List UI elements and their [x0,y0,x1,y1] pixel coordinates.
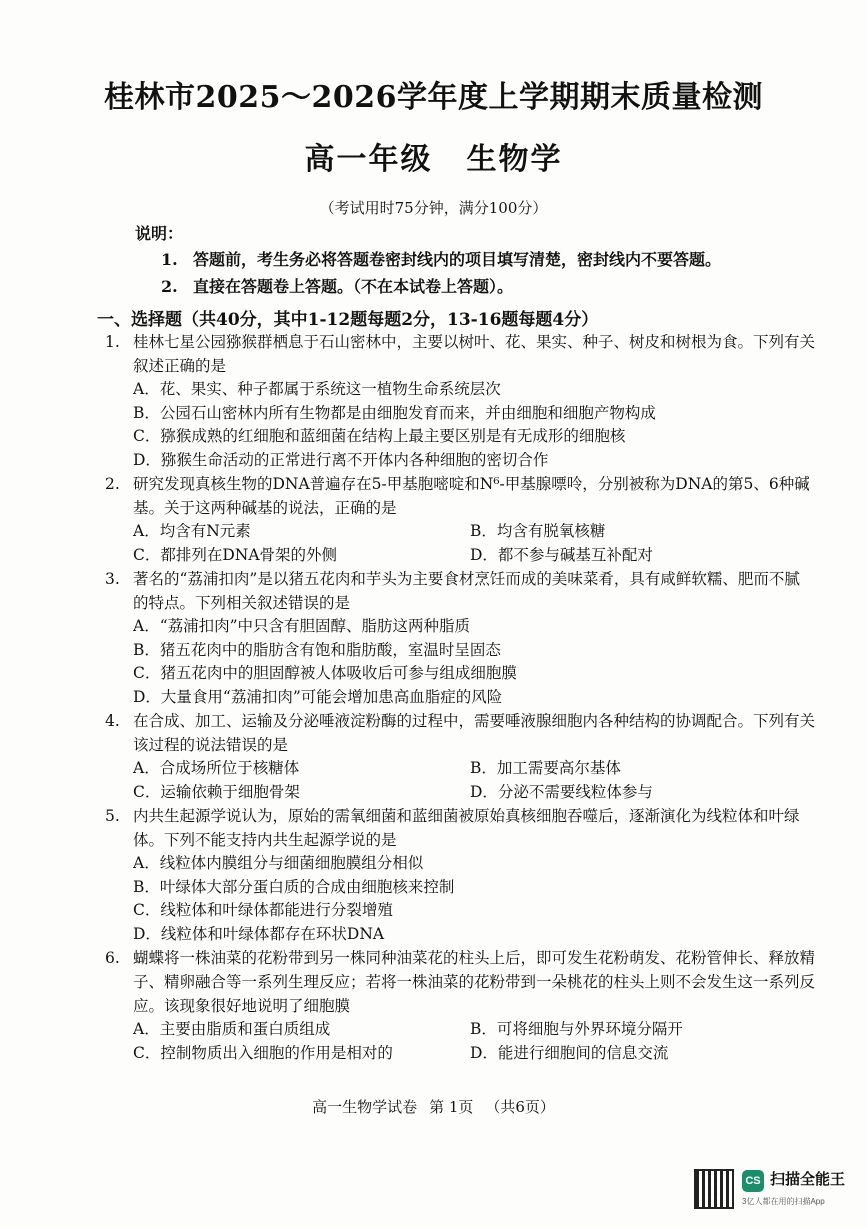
option-b: B．可将细胞与外界环境分隔开 [470,1020,683,1038]
option-b: B．叶绿体大部分蛋白质的合成由细胞核来控制 [133,877,455,896]
question-stem: 在合成、加工、运输及分泌唾液淀粉酶的过程中，需要唾液腺细胞内各种结构的协调配合。下列有关该过程的说法错误的是 [133,712,816,754]
question-stem: 研究发现真核生物的DNA普遍存在5-甲基胞嘧啶和N⁶-甲基腺嘌呤，分别被称为DNA的第5、6种碱基。关于这两种碱基的说法，正确的是 [133,475,810,517]
question-6 [105,946,815,1065]
instruction-item [135,246,825,273]
question-number: 2. [105,475,120,493]
grade-label: 高一年级 [304,142,433,177]
option-a: A．线粒体内膜组分与细菌细胞膜组分相似 [133,854,424,872]
option-c: C．运输依赖于细胞骨架 [133,782,300,801]
question-4 [105,709,815,804]
option-a: A．均含有N元素 [133,522,251,540]
option-d: D．能进行细胞间的信息交流 [470,1043,669,1062]
instruction-text: 直接在答题卷上答题。（不在本试卷上答题）。 [193,277,514,296]
question-number: 3. [105,570,120,588]
option-c: C．猕猴成熟的红细胞和蓝细菌在结构上最主要区别是有无成形的细胞核 [133,427,626,445]
footer-page-number: 第 1页 [429,1098,474,1116]
footer-paper-name: 高一生物学试卷 [312,1098,418,1116]
question-stem: 蝴蝶将一株油菜的花粉带到另一株同种油菜花的柱头上后，即可发生花粉萌发、花粉管伸长、释放精子、精卵融合等一系列生理反应；若将一株油菜的花粉带到一朵桃花的柱头上则不会发生这一系列反应。该现象很好地说明了细胞膜 [133,949,816,1015]
option-d: D．线粒体和叶绿体都存在环状DNA [133,924,385,943]
option-a: A．“荔浦扣肉”中只含有胆固醇、脂肪这两种脂质 [133,617,471,635]
instruction-item [135,273,825,300]
instructions-heading: 说明： [135,224,184,243]
subject-label: 生物学 [466,142,563,177]
option-d: D．分泌不需要线粒体参与 [470,782,653,801]
camscanner-logo-icon: CS [742,1170,764,1192]
instructions [135,222,825,300]
qr-code-icon [694,1169,734,1209]
question-number: 6. [105,949,120,967]
question-number: 4. [105,712,120,730]
question-number: 5. [105,807,120,825]
question-list [105,330,815,1065]
question-number: 1. [105,333,120,351]
exam-info: （考试用时75分钟，满分100分） [319,199,548,217]
exam-title: 桂林市2025～2026学年度上学期期末质量检测 [104,80,763,115]
option-c: C．控制物质出入细胞的作用是相对的 [133,1043,393,1062]
option-a: A．主要由脂质和蛋白质组成 [133,1020,331,1038]
option-b: B．加工需要高尔基体 [470,759,621,777]
option-b: B．猪五花肉中的脂肪含有饱和脂肪酸，室温时呈固态 [133,640,501,659]
instruction-text: 答题前，考生务必将答题卷密封线内的项目填写清楚，密封线内不要答题。 [193,250,722,269]
exam-subtitle [0,134,867,178]
question-stem: 著名的“荔浦扣肉”是以猪五花肉和芋头为主要食材烹饪而成的美味菜肴，具有咸鲜软糯、肥而不腻的特点。下列相关叙述错误的是 [133,570,800,612]
question-1 [105,330,815,472]
watermark-tagline: 3亿人都在用的扫描App [742,1197,825,1206]
page-footer [0,1096,867,1117]
section-heading: 一、选择题（共40分，其中1-12题每题2分，13-16题每题4分） [97,310,599,330]
instruction-number: 2. [161,277,178,296]
option-a: A．花、果实、种子都属于系统这一植物生命系统层次 [133,380,501,398]
watermark-brand: 扫描全能王 [770,1171,846,1188]
question-3 [105,567,815,709]
footer-page-total: （共6页） [485,1098,555,1116]
question-5 [105,804,815,946]
option-c: C．猪五花肉中的胆固醇被人体吸收后可参与组成细胞膜 [133,664,517,682]
option-b: B．公园石山密林内所有生物都是由细胞发育而来，并由细胞和细胞产物构成 [133,403,656,422]
option-b: B．均含有脱氧核糖 [470,522,606,540]
option-a: A．合成场所位于核糖体 [133,759,300,777]
option-d: D．猕猴生命活动的正常进行离不开体内各种细胞的密切合作 [133,450,549,469]
option-c: C．都排列在DNA骨架的外侧 [133,545,338,564]
option-c: C．线粒体和叶绿体都能进行分裂增殖 [133,901,393,919]
question-stem: 内共生起源学说认为，原始的需氧细菌和蓝细菌被原始真核细胞吞噬后，逐渐演化为线粒体和叶绿体。下列不能支持内共生起源学说的是 [133,807,800,849]
question-stem: 桂林七星公园猕猴群栖息于石山密林中，主要以树叶、花、果实、种子、树皮和树根为食。下列有关叙述正确的是 [133,333,816,375]
question-2 [105,472,815,567]
option-d: D．大量食用“荔浦扣肉”可能会增加患高血脂症的风险 [133,687,503,706]
option-d: D．都不参与碱基互补配对 [470,545,653,564]
instruction-number: 1. [161,250,178,269]
